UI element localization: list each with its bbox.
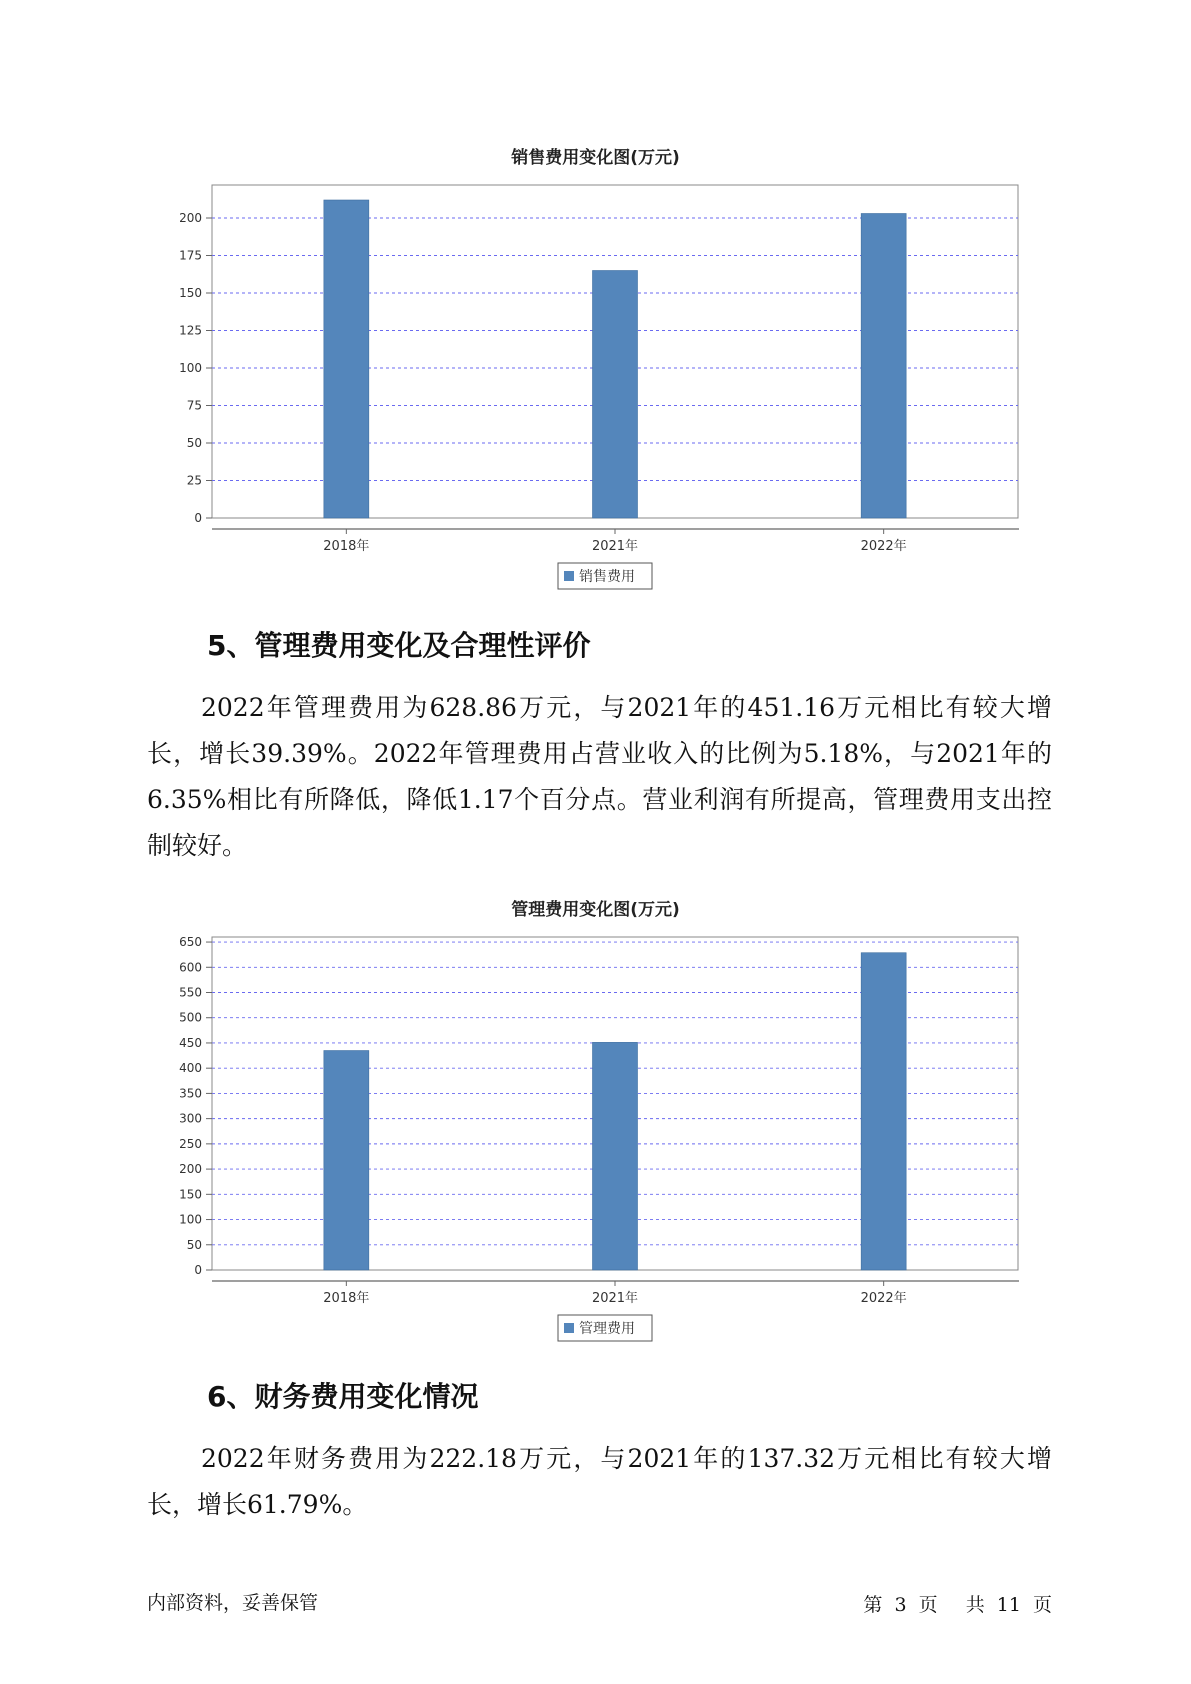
total-prefix: 共 [965,1594,985,1616]
legend-swatch [564,1323,574,1333]
y-tick-label: 250 [179,1136,202,1151]
y-tick-label: 100 [179,1212,202,1227]
page-current: 3 [894,1594,907,1616]
admin-expense-chart [0,922,1191,1342]
y-tick-label: 300 [179,1111,202,1126]
section-heading-6: 6、财务费用变化情况 [207,1380,479,1413]
y-tick-label: 450 [179,1035,202,1050]
y-tick-label: 200 [179,1162,202,1177]
footer-confidential-note: 内部资料，妥善保管 [147,1592,319,1614]
y-tick-label: 50 [186,1237,202,1252]
y-tick-label: 150 [179,286,202,300]
x-tick-label: 2021年 [591,1291,639,1306]
y-tick-label: 650 [179,935,202,950]
page-prefix: 第 [863,1594,883,1616]
y-tick-label: 50 [186,436,202,450]
x-tick-label: 2021年 [591,539,639,554]
section-heading-5: 5、管理费用变化及合理性评价 [207,629,591,662]
y-tick-label: 400 [179,1061,202,1076]
section-paragraph-5: 2022年管理费用为628.86万元，与2021年的451.16万元相比有较大增长，增长39.39%。2022年管理费用占营业收入的比例为5.18%，与2021年的6.35%相比有所降低，降低1.17个百分点。营业利润有所提高，管理费用支出控制较好。 [147,693,1052,860]
sales-expense-chart [0,170,1191,590]
x-tick-label: 2022年 [860,539,907,554]
x-tick-label: 2018年 [323,1291,370,1306]
y-tick-label: 500 [179,1010,202,1025]
y-tick-label: 175 [179,248,202,263]
bar [593,1042,638,1270]
legend-swatch [564,571,574,581]
y-tick-label: 0 [194,1263,202,1277]
y-tick-label: 550 [179,985,202,1000]
x-tick-label: 2022年 [860,1291,907,1306]
bar [593,271,638,519]
x-tick-label: 2018年 [323,539,370,554]
y-tick-label: 0 [194,511,202,525]
legend-label: 管理费用 [579,1321,635,1337]
footer-page-number [863,1590,1052,1617]
page-total: 11 [996,1594,1021,1616]
total-suffix: 页 [1032,1594,1052,1616]
y-tick-label: 200 [179,211,202,225]
bar [861,953,906,1270]
y-tick-label: 350 [179,1086,202,1101]
bar [324,200,369,518]
y-tick-label: 125 [179,323,202,338]
y-tick-label: 100 [179,361,202,375]
chart-title-admin: 管理费用变化图(万元) [511,900,680,920]
y-tick-label: 75 [186,398,202,413]
page-mid: 页 [918,1594,938,1616]
bar [324,1051,369,1270]
bar [861,214,906,519]
section-paragraph-6: 2022年财务费用为222.18万元，与2021年的137.32万元相比有较大增长，增长61.79%。 [147,1444,1052,1519]
y-tick-label: 25 [186,473,202,488]
legend-label: 销售费用 [579,569,635,585]
chart-title-sales: 销售费用变化图(万元) [511,148,680,168]
y-tick-label: 600 [179,960,202,975]
y-tick-label: 150 [179,1187,202,1202]
